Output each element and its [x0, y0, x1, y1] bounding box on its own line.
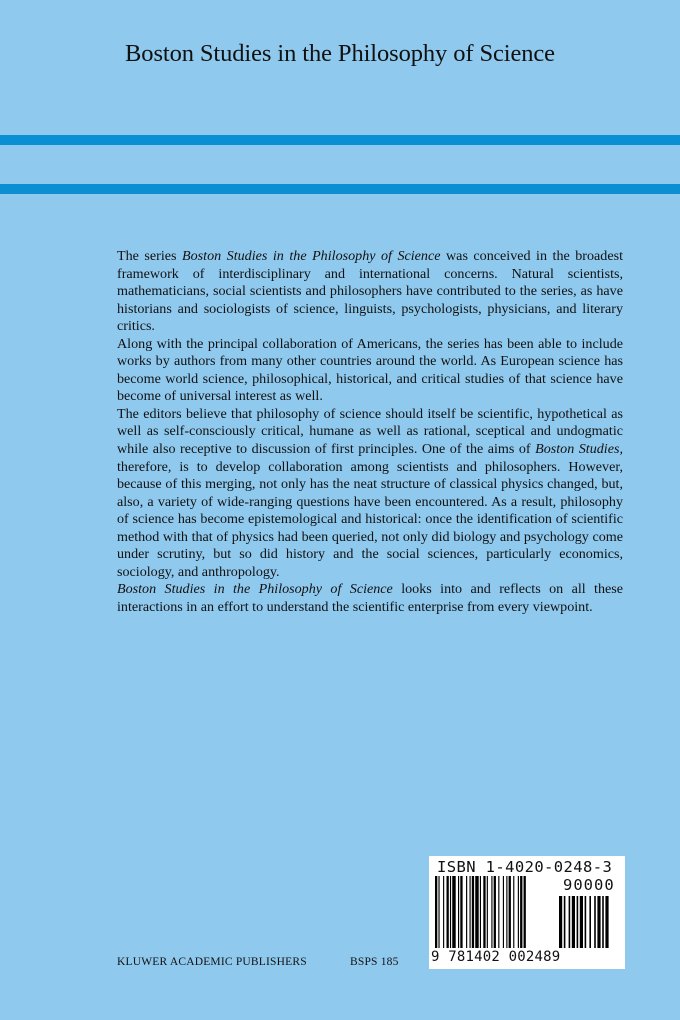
publisher-name: KLUWER ACADEMIC PUBLISHERS: [117, 956, 307, 968]
paragraph-1: The series Boston Studies in the Philosophy of Science was conceived in the broadest framework of interdisciplinary and international concerns. Natural scientists, mathematicians, social scientists and philosophers have contributed to the series, as have historians and sociologists of science, linguists, psychologists, physicians, and literary critics.: [117, 248, 623, 335]
paragraph-3: The editors believe that philosophy of science should itself be scientific, hypothetical as well as self-consciously critical, humane as well as rational, sceptical and undogmatic while also receptive to discussion of first principles. One of the aims of Boston Studies, therefore, is to develop collaboration among scientists and philosophers. However, because of this merging, not only has the neat structure of classical physics changed, but, also, a variety of wide-ranging questions have been encountered. As a result, philosophy of science has become epistemological and historical: once the identification of scientific method with that of physics had been queried, not only did biology and psychology come under scrutiny, but so did history and the social sciences, particularly economics, sociology, and anthropology.: [117, 405, 623, 580]
price-addon-code: 90000: [563, 876, 615, 894]
series-description: [117, 248, 623, 616]
isbn-number: ISBN 1-4020-0248-3: [437, 858, 613, 876]
top-stripe: [0, 135, 680, 145]
paragraph-4: Boston Studies in the Philosophy of Science looks into and reflects on all these interactions in an effort to understand the scientific enterprise from every viewpoint.: [117, 581, 624, 615]
isbn-barcode: [429, 856, 625, 969]
paragraph-2: Along with the principal collaboration of Americans, the series has been able to include works by authors from many other countries around the world. As European science has become world science, philosophical, historical, and critical studies of that science have become of universal interest as well.: [117, 335, 623, 405]
series-number: BSPS 185: [350, 956, 399, 968]
ean-number: 9 781402 002489: [431, 949, 561, 965]
bottom-stripe: [0, 184, 680, 194]
series-title: Boston Studies in the Philosophy of Science: [125, 40, 555, 67]
